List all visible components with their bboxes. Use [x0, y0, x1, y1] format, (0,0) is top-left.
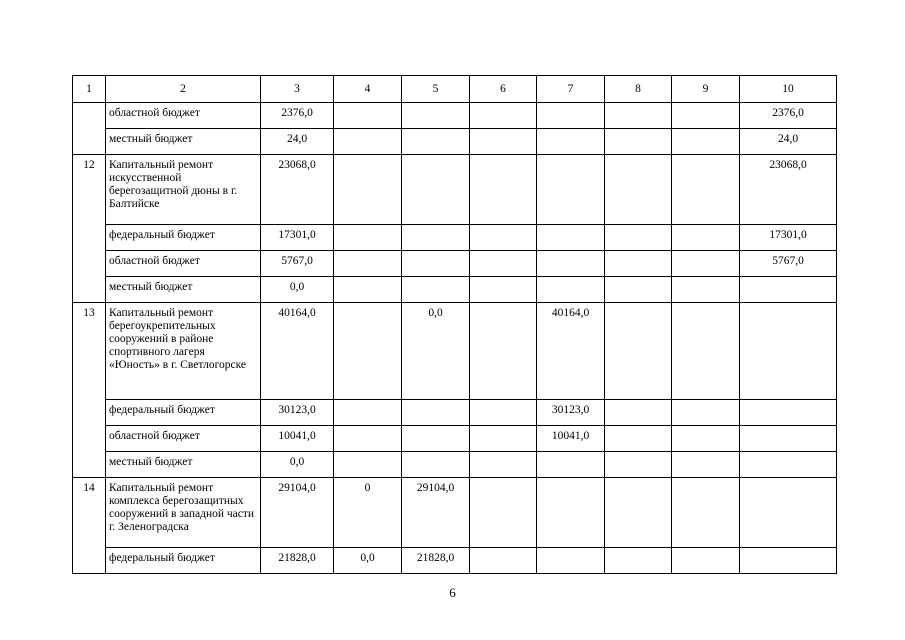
value-cell-c6: [470, 426, 537, 452]
value-cell-c10: [740, 478, 837, 548]
value-cell-c5: [402, 129, 470, 155]
value-cell-c4: [334, 426, 402, 452]
value-cell-c3: 40164,0: [261, 303, 334, 400]
item-name-cell: федеральный бюджет: [106, 225, 261, 251]
value-cell-c3: 0,0: [261, 277, 334, 303]
row-number-cell: [73, 103, 106, 155]
item-name-cell: федеральный бюджет: [106, 400, 261, 426]
value-cell-c5: [402, 103, 470, 129]
value-cell-c8: [605, 277, 672, 303]
header-cell: 2: [106, 76, 261, 103]
table-row: [73, 129, 837, 155]
item-name-cell: областной бюджет: [106, 426, 261, 452]
value-cell-c5: 21828,0: [402, 548, 470, 574]
table-row: [73, 155, 837, 225]
value-cell-c9: [672, 103, 740, 129]
value-cell-c3: 10041,0: [261, 426, 334, 452]
value-cell-c8: [605, 225, 672, 251]
item-name-cell: областной бюджет: [106, 103, 261, 129]
value-cell-c4: 0: [334, 478, 402, 548]
value-cell-c9: [672, 277, 740, 303]
value-cell-c8: [605, 452, 672, 478]
header-cell: 8: [605, 76, 672, 103]
item-name-cell: местный бюджет: [106, 277, 261, 303]
value-cell-c5: 0,0: [402, 303, 470, 400]
value-cell-c10: 23068,0: [740, 155, 837, 225]
value-cell-c6: [470, 251, 537, 277]
value-cell-c7: 10041,0: [537, 426, 605, 452]
value-cell-c4: [334, 225, 402, 251]
value-cell-c3: 23068,0: [261, 155, 334, 225]
header-cell: 5: [402, 76, 470, 103]
value-cell-c3: 2376,0: [261, 103, 334, 129]
value-cell-c7: [537, 251, 605, 277]
header-cell: 6: [470, 76, 537, 103]
value-cell-c9: [672, 426, 740, 452]
value-cell-c8: [605, 426, 672, 452]
value-cell-c8: [605, 129, 672, 155]
value-cell-c4: [334, 129, 402, 155]
value-cell-c6: [470, 548, 537, 574]
value-cell-c8: [605, 548, 672, 574]
value-cell-c7: 40164,0: [537, 303, 605, 400]
value-cell-c8: [605, 400, 672, 426]
value-cell-c4: [334, 452, 402, 478]
value-cell-c5: [402, 400, 470, 426]
value-cell-c9: [672, 129, 740, 155]
value-cell-c10: [740, 452, 837, 478]
value-cell-c9: [672, 452, 740, 478]
item-name-cell: Капитальный ремонт берегоукрепительных сооружений в районе спортивного лагеря «Юность» в г. Светлогорске: [106, 303, 261, 400]
value-cell-c5: [402, 452, 470, 478]
value-cell-c3: 0,0: [261, 452, 334, 478]
header-cell: 7: [537, 76, 605, 103]
value-cell-c6: [470, 129, 537, 155]
value-cell-c8: [605, 478, 672, 548]
value-cell-c8: [605, 155, 672, 225]
table-row: [73, 225, 837, 251]
value-cell-c4: [334, 400, 402, 426]
item-name-cell: Капитальный ремонт искусственной берегозащитной дюны в г. Балтийске: [106, 155, 261, 225]
value-cell-c4: [334, 251, 402, 277]
header-cell: 9: [672, 76, 740, 103]
page-number: 6: [449, 585, 456, 600]
row-number-cell: 13: [73, 303, 106, 478]
table-row: [73, 277, 837, 303]
table-row: [73, 426, 837, 452]
value-cell-c8: [605, 251, 672, 277]
value-cell-c7: [537, 478, 605, 548]
table-body: [73, 76, 837, 574]
value-cell-c7: [537, 155, 605, 225]
value-cell-c9: [672, 155, 740, 225]
value-cell-c7: 30123,0: [537, 400, 605, 426]
budget-table: [72, 75, 837, 574]
value-cell-c3: 5767,0: [261, 251, 334, 277]
header-cell: 1: [73, 76, 106, 103]
value-cell-c3: 17301,0: [261, 225, 334, 251]
header-cell: 3: [261, 76, 334, 103]
table-row: [73, 452, 837, 478]
value-cell-c8: [605, 103, 672, 129]
value-cell-c6: [470, 400, 537, 426]
value-cell-c9: [672, 478, 740, 548]
value-cell-c3: 30123,0: [261, 400, 334, 426]
header-cell: 4: [334, 76, 402, 103]
value-cell-c4: [334, 155, 402, 225]
value-cell-c10: [740, 303, 837, 400]
value-cell-c4: [334, 277, 402, 303]
value-cell-c6: [470, 103, 537, 129]
value-cell-c7: [537, 225, 605, 251]
value-cell-c10: 5767,0: [740, 251, 837, 277]
table-row: [73, 103, 837, 129]
value-cell-c5: [402, 251, 470, 277]
value-cell-c10: 17301,0: [740, 225, 837, 251]
value-cell-c10: 2376,0: [740, 103, 837, 129]
row-number-cell: 14: [73, 478, 106, 574]
item-name-cell: федеральный бюджет: [106, 548, 261, 574]
value-cell-c6: [470, 155, 537, 225]
value-cell-c7: [537, 277, 605, 303]
value-cell-c6: [470, 277, 537, 303]
value-cell-c6: [470, 303, 537, 400]
value-cell-c9: [672, 303, 740, 400]
item-name-cell: областной бюджет: [106, 251, 261, 277]
value-cell-c10: 24,0: [740, 129, 837, 155]
value-cell-c5: [402, 155, 470, 225]
value-cell-c9: [672, 251, 740, 277]
table-row: [73, 303, 837, 400]
table-row: [73, 400, 837, 426]
value-cell-c5: [402, 225, 470, 251]
value-cell-c6: [470, 452, 537, 478]
value-cell-c7: [537, 548, 605, 574]
header-cell: 10: [740, 76, 837, 103]
item-name-cell: местный бюджет: [106, 129, 261, 155]
table-row: [73, 478, 837, 548]
value-cell-c9: [672, 225, 740, 251]
item-name-cell: местный бюджет: [106, 452, 261, 478]
item-name-cell: Капитальный ремонт комплекса берегозащитных сооружений в западной части г. Зеленоградска: [106, 478, 261, 548]
table-row: [73, 251, 837, 277]
value-cell-c3: 21828,0: [261, 548, 334, 574]
value-cell-c6: [470, 478, 537, 548]
value-cell-c4: 0,0: [334, 548, 402, 574]
value-cell-c3: 29104,0: [261, 478, 334, 548]
value-cell-c7: [537, 452, 605, 478]
value-cell-c4: [334, 303, 402, 400]
value-cell-c3: 24,0: [261, 129, 334, 155]
value-cell-c5: [402, 426, 470, 452]
value-cell-c5: 29104,0: [402, 478, 470, 548]
value-cell-c10: [740, 548, 837, 574]
value-cell-c8: [605, 303, 672, 400]
row-number-cell: 12: [73, 155, 106, 303]
header-row: [73, 76, 837, 103]
value-cell-c10: [740, 426, 837, 452]
value-cell-c10: [740, 400, 837, 426]
table-row: [73, 548, 837, 574]
value-cell-c9: [672, 400, 740, 426]
value-cell-c9: [672, 548, 740, 574]
value-cell-c7: [537, 129, 605, 155]
value-cell-c6: [470, 225, 537, 251]
value-cell-c7: [537, 103, 605, 129]
value-cell-c5: [402, 277, 470, 303]
value-cell-c4: [334, 103, 402, 129]
value-cell-c10: [740, 277, 837, 303]
